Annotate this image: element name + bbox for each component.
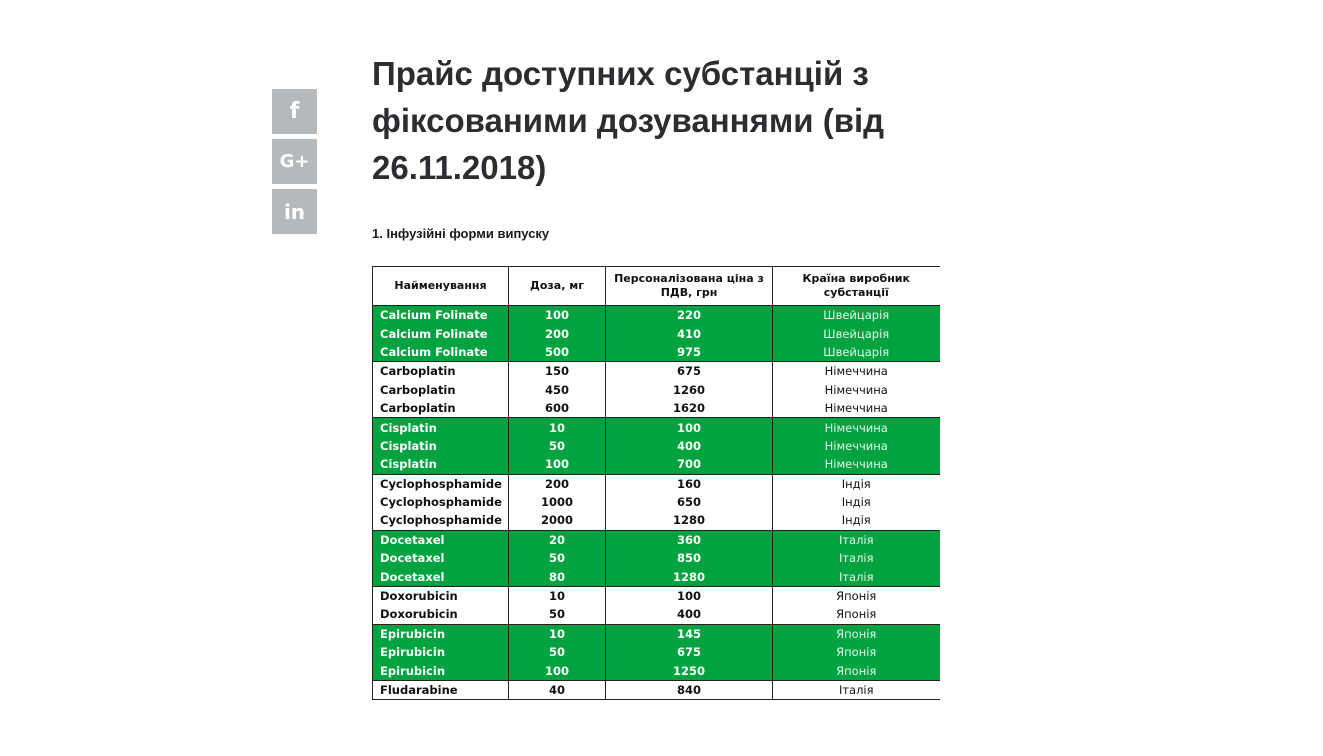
table-body	[373, 306, 940, 700]
cell-price: 400	[606, 605, 773, 624]
cell-price: 675	[606, 362, 773, 381]
cell-name: Cisplatin	[373, 437, 509, 455]
table-row	[373, 661, 940, 680]
cell-name: Fludarabine	[373, 680, 509, 699]
cell-price: 145	[606, 624, 773, 643]
table-row	[373, 530, 940, 549]
header-dose: Доза, мг	[509, 267, 606, 306]
cell-country: Італія	[773, 530, 940, 549]
cell-dose: 50	[509, 549, 606, 567]
cell-name: Calcium Folinate	[373, 306, 509, 325]
cell-price: 1260	[606, 381, 773, 399]
header-name: Найменування	[373, 267, 509, 306]
cell-country: Швейцарія	[773, 343, 940, 362]
cell-price: 220	[606, 306, 773, 325]
cell-country: Німеччина	[773, 418, 940, 437]
cell-name: Epirubicin	[373, 643, 509, 661]
cell-dose: 50	[509, 437, 606, 455]
cell-country: Італія	[773, 549, 940, 567]
cell-dose: 50	[509, 605, 606, 624]
cell-dose: 80	[509, 567, 606, 586]
table-row	[373, 399, 940, 418]
cell-price: 1280	[606, 511, 773, 530]
section-title: 1. Інфузійні форми випуску	[372, 226, 550, 241]
table-row	[373, 567, 940, 586]
cell-price: 160	[606, 474, 773, 493]
cell-dose: 50	[509, 643, 606, 661]
cell-dose: 150	[509, 362, 606, 381]
cell-name: Carboplatin	[373, 399, 509, 418]
page-title: Прайс доступних субстанцій з фіксованими дозуваннями (від 26.11.2018)	[372, 55, 885, 186]
table-row	[373, 306, 940, 325]
cell-price: 675	[606, 643, 773, 661]
cell-country: Японія	[773, 624, 940, 643]
cell-country: Німеччина	[773, 362, 940, 381]
facebook-share-button[interactable]	[272, 89, 317, 134]
table-row	[373, 343, 940, 362]
cell-dose: 20	[509, 530, 606, 549]
table-row	[373, 624, 940, 643]
cell-country: Індія	[773, 474, 940, 493]
table-row	[373, 493, 940, 511]
cell-name: Calcium Folinate	[373, 343, 509, 362]
cell-dose: 100	[509, 455, 606, 474]
cell-name: Cisplatin	[373, 418, 509, 437]
table-row	[373, 418, 940, 437]
cell-dose: 100	[509, 661, 606, 680]
cell-name: Carboplatin	[373, 381, 509, 399]
cell-country: Японія	[773, 643, 940, 661]
header-price: Персоналізована ціна з ПДВ, грн	[606, 267, 773, 306]
cell-dose: 10	[509, 586, 606, 605]
cell-country: Німеччина	[773, 381, 940, 399]
cell-country: Японія	[773, 605, 940, 624]
table-row	[373, 511, 940, 530]
cell-name: Docetaxel	[373, 567, 509, 586]
cell-price: 100	[606, 586, 773, 605]
cell-price: 1280	[606, 567, 773, 586]
cell-name: Cyclophosphamide	[373, 474, 509, 493]
cell-price: 850	[606, 549, 773, 567]
cell-dose: 200	[509, 324, 606, 342]
cell-dose: 100	[509, 306, 606, 325]
table-row	[373, 362, 940, 381]
linkedin-icon: in	[283, 199, 306, 224]
cell-name: Doxorubicin	[373, 586, 509, 605]
share-sidebar	[272, 89, 317, 239]
cell-price: 1250	[606, 661, 773, 680]
cell-price: 360	[606, 530, 773, 549]
cell-dose: 200	[509, 474, 606, 493]
cell-name: Cisplatin	[373, 455, 509, 474]
cell-country: Японія	[773, 661, 940, 680]
cell-country: Німеччина	[773, 399, 940, 418]
cell-price: 400	[606, 437, 773, 455]
cell-price: 840	[606, 680, 773, 699]
table-row	[373, 437, 940, 455]
cell-price: 975	[606, 343, 773, 362]
cell-name: Doxorubicin	[373, 605, 509, 624]
googleplus-icon: G+	[279, 151, 310, 172]
cell-dose: 600	[509, 399, 606, 418]
linkedin-share-button[interactable]	[272, 189, 317, 234]
cell-country: Швейцарія	[773, 306, 940, 325]
table-row	[373, 586, 940, 605]
facebook-icon: f	[289, 99, 300, 124]
cell-name: Carboplatin	[373, 362, 509, 381]
cell-dose: 500	[509, 343, 606, 362]
googleplus-share-button[interactable]	[272, 139, 317, 184]
cell-dose: 2000	[509, 511, 606, 530]
table-row	[373, 455, 940, 474]
table-row	[373, 549, 940, 567]
table-row	[373, 324, 940, 342]
table-row	[373, 605, 940, 624]
cell-price: 1620	[606, 399, 773, 418]
cell-price: 100	[606, 418, 773, 437]
cell-name: Calcium Folinate	[373, 324, 509, 342]
cell-price: 700	[606, 455, 773, 474]
cell-price: 410	[606, 324, 773, 342]
cell-name: Docetaxel	[373, 530, 509, 549]
cell-dose: 450	[509, 381, 606, 399]
table-row	[373, 474, 940, 493]
cell-name: Docetaxel	[373, 549, 509, 567]
price-table	[372, 266, 940, 700]
table-row	[373, 643, 940, 661]
cell-country: Німеччина	[773, 455, 940, 474]
cell-name: Cyclophosphamide	[373, 511, 509, 530]
cell-dose: 10	[509, 624, 606, 643]
table-header-row	[373, 267, 940, 306]
cell-name: Epirubicin	[373, 661, 509, 680]
cell-country: Індія	[773, 493, 940, 511]
cell-country: Італія	[773, 680, 940, 699]
cell-country: Японія	[773, 586, 940, 605]
cell-name: Cyclophosphamide	[373, 493, 509, 511]
cell-dose: 1000	[509, 493, 606, 511]
cell-dose: 40	[509, 680, 606, 699]
cell-country: Індія	[773, 511, 940, 530]
table-row	[373, 680, 940, 699]
cell-dose: 10	[509, 418, 606, 437]
cell-country: Швейцарія	[773, 324, 940, 342]
cell-country: Німеччина	[773, 437, 940, 455]
header-country: Країна виробник субстанції	[773, 267, 940, 306]
cell-country: Італія	[773, 567, 940, 586]
table-row	[373, 381, 940, 399]
cell-name: Epirubicin	[373, 624, 509, 643]
cell-price: 650	[606, 493, 773, 511]
